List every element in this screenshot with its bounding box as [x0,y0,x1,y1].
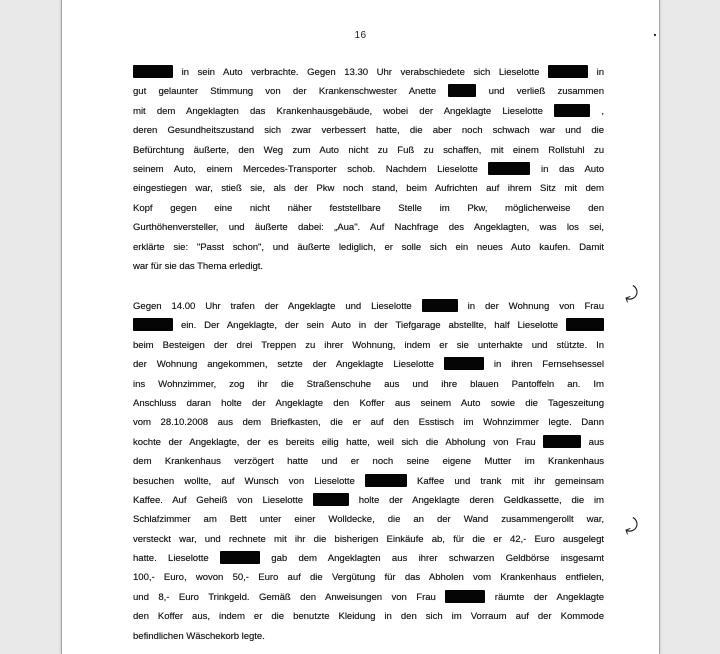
redaction-box [488,162,530,175]
redaction-box [548,65,588,78]
redaction-box [313,493,349,506]
text-line [133,297,604,316]
text-line [133,433,604,452]
text-segment: in der Wohnung von Frau [467,301,605,312]
text-segment: in ihren Fernsehsessel [493,359,605,371]
text-segment: mit dem Angeklagten das Krankenhausgebäude, wobei der Angeklagte Lieselotte [133,105,543,117]
text-line: 100,- Euro, wovon 50,- Euro auf die Vergütung für das Abholen vom Krankenhaus entfielen, [133,572,604,584]
margin-annotation-mark: ⤾ [620,514,643,539]
scan-speck [654,34,656,36]
text-segment: seinem Auto, einem Mercedes-Transporter schob. Nachdem Lieselotte [133,163,478,175]
redaction-box [422,299,458,312]
text-line: dem Krankenhaus verzögert hatte und er noch seine eigene Mutter im Krankenhaus [133,456,604,468]
text-segment: , [601,105,604,117]
text-line [133,63,604,82]
text-line: Anschluss daran holte der Angeklagte den Koffer aus seinem Auto sowie die Tageszeitung [133,397,604,409]
redaction-box [133,65,173,78]
text-line [133,102,604,121]
text-line: beim Besteigen der drei Treppen zu ihrer Wohnung, indem er sie unterhakte und stützte. In [133,339,604,351]
redaction-box [554,104,590,117]
page-number: 16 [354,30,367,41]
redaction-box [133,318,173,331]
text-line: Schlafzimmer am Bett unter einer Wolldecke, die an der Wand zusammengerollt war, [133,514,604,526]
text-segment: in [596,67,604,78]
text-line: den Koffer aus, indem er die benutzte Kleidung in den sich im Vorraum auf der Kommode [133,611,604,623]
redaction-box [444,357,484,370]
paragraph-1 [133,63,604,276]
text-line: versteckt war, und rechnete mit ihr die bisherigen Einkäufe ab, für die er 42,- Euro ausgelegt [133,533,604,545]
text-segment: besuchen wollte, auf Wunsch von Lieselotte [133,475,355,487]
text-segment: gut gelaunter Stimmung von der Krankenschwester Anette [133,86,437,98]
text-line [133,472,604,491]
text-line [133,588,604,607]
text-segment: der Wohnung angekommen, setzte der Angeklagte Lieselotte [133,359,434,371]
text-segment: ein. Der Angeklagte, der sein Auto in der Tiefgarage abstellte, half Lieselotte [180,320,559,332]
text-line: befindlichen Wäschekorb legte. [133,630,265,642]
text-line [133,355,604,374]
text-segment: und verließ zusammen [488,86,604,98]
document-page [61,0,660,654]
text-line: vom 28.10.2008 aus dem Briefkasten, die er auf den Esstisch im Wohnzimmer legte. Dann [133,417,604,429]
text-line: eingestiegen war, stieß sie, als der Pkw noch stand, beim Aufrichten auf ihrem Sitz mit dem [133,183,604,195]
redaction-box [445,590,485,603]
text-line [133,491,604,510]
text-line: deren Gesundheitszustand sich zwar verbessert hatte, die aber noch schwach war und die [133,125,604,137]
text-segment: kochte der Angeklagte, der es bereits eilig hatte, weil sich die Abholung von Frau [133,436,536,448]
text-line: Befürchtung äußerte, den Weg zum Auto nicht zu Fuß zu schaffen, mit einem Rollstuhl zu [133,144,604,156]
text-segment: räumte der Angeklagte [494,591,604,603]
text-segment: Gegen 14.00 Uhr trafen der Angeklagte und Lieselotte [133,301,412,312]
text-segment: Kaffee und trank mit ihr gemeinsam [417,475,604,487]
text-line: war für sie das Thema erledigt. [133,260,263,272]
text-line: erklärte sie: "Passt schon", und äußerte lediglich, er solle sich ein neues Auto kaufen. Damit [133,241,604,253]
paragraph-2 [133,297,604,646]
text-segment: holte der Angeklagte deren Geldkassette, die im [358,494,604,506]
margin-annotation-mark: ⤾ [620,282,643,307]
text-segment: und 8,- Euro Trinkgeld. Gemäß den Anweisungen von Frau [133,591,436,603]
text-segment: gab dem Angeklagten aus ihrer schwarzen Geldbörse insgesamt [271,553,605,565]
text-line [133,316,604,335]
redaction-box [365,474,407,487]
text-line [133,82,604,101]
redaction-box [543,435,581,448]
text-segment: aus [588,436,604,448]
text-segment: in das Auto [541,163,604,175]
text-line: Gurthöhenversteller, und äußerte dabei: „Aua". Auf Nachfrage des Angeklagten, was los sei, [133,222,604,234]
text-segment: Kaffee. Auf Geheiß von Lieselotte [133,494,304,506]
redaction-box [448,84,476,97]
text-segment: hatte. Lieselotte [133,553,209,565]
redaction-box [566,318,604,331]
text-segment: in sein Auto verbrachte. Gegen 13.30 Uhr verabschiedete sich Lieselotte [181,67,540,78]
redaction-box [220,551,260,564]
text-line [133,160,604,179]
text-line: ins Wohnzimmer, zog ihr die Straßenschuhe aus und ihre blauen Pantoffeln an. Im [133,378,604,390]
text-line [133,549,604,568]
text-line: Kopf gegen eine nicht näher feststellbare Stelle im Pkw, möglicherweise den [133,202,604,214]
